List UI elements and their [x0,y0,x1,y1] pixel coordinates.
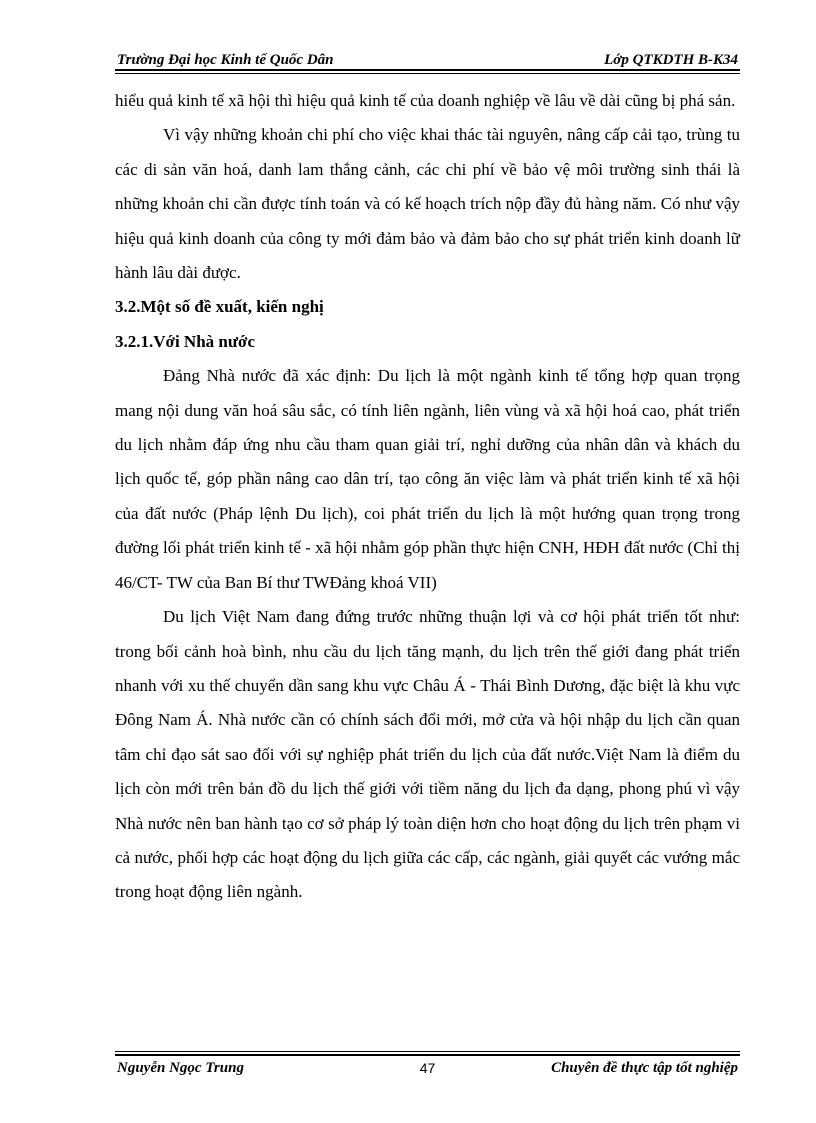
page-header [115,49,740,69]
paragraph-vietnam-tourism: Du lịch Việt Nam đang đứng trước những thuận lợi và cơ hội phát triển tốt như: trong bối cảnh hoà bình, nhu cầu du lịch tăng mạnh, du lịch trên thế giới đang phát triển nhanh với xu thế chuyển dần sang khu vực Châu Á - Thái Bình Dương, đặc biệt là khu vực Đông Nam Á. Nhà nước cần có chính sách đổi mới, mở cửa và hội nhập du lịch cần quan tâm chỉ đạo sát sao đối với sự nghiệp phát triển du lịch của đất nước.Việt Nam là điểm du lịch còn mới trên bản đồ du lịch thế giới với tiềm năng du lịch đa dạng, phong phú vì vậy Nhà nước nên ban hành tạo cơ sở pháp lý toàn diện hơn cho hoạt động du lịch trên phạm vi cả nước, phối hợp các hoạt động du lịch giữa các cấp, các ngành, giải quyết các vướng mắc trong hoạt động liên ngành. [115,607,740,902]
header-class: Lớp QTKDTH B-K34 [604,52,738,68]
page-footer [115,1057,740,1079]
page-number: 47 [419,1060,436,1076]
header-rule-thick [115,69,740,71]
footer-rule-thin [115,1051,740,1052]
section-heading: 3.2.Một số đề xuất, kiến nghị [115,297,324,317]
document-body [115,84,740,910]
paragraph-continuation: hiểu quả kinh tế xã hội thì hiệu quả kinh tế của doanh nghiệp về lâu về dài cũng bị phá sản. [115,91,736,110]
header-school: Trường Đại học Kinh tế Quốc Dân [117,52,334,68]
footer-title: Chuyên đề thực tập tốt nghiệp [551,1060,738,1076]
subsection-heading: 3.2.1.Với Nhà nước [115,331,256,351]
footer-rule-thick [115,1054,740,1056]
header-rule-thin [115,73,740,74]
paragraph-state-policy: Đảng Nhà nước đã xác định: Du lịch là một ngành kinh tế tổng hợp quan trọng mang nội dung văn hoá sâu sắc, có tính liên ngành, liên vùng và xã hội hoá cao, phát triển du lịch nhằm đáp ứng nhu cầu tham quan giải trí, nghỉ dưỡng của nhân dân và khách du lịch quốc tế, góp phần nâng cao dân trí, tạo công ăn việc làm và phát triển kinh tế xã hội của đất nước (Pháp lệnh Du lịch), coi phát triển du lịch là một hướng quan trọng trong đường lối phát triển kinh tế - xã hội nhằm góp phần thực hiện CNH, HĐH đất nước (Chỉ thị 46/CT- TW của Ban Bí thư TWĐảng khoá VII) [115,366,740,592]
footer-author: Nguyễn Ngọc Trung [117,1060,244,1076]
paragraph-costs: Vì vậy những khoản chi phí cho việc khai thác tài nguyên, nâng cấp cải tạo, trùng tu các di sản văn hoá, danh lam thắng cảnh, các chi phí về bảo vệ môi trường sinh thái là những khoản chi cần được tính toán và có kế hoạch trích nộp đầy đủ hàng năm. Có như vậy hiệu quả kinh doanh của công ty mới đảm bảo và đảm bảo cho sự phát triển kinh doanh lữ hành lâu dài được. [115,125,740,283]
